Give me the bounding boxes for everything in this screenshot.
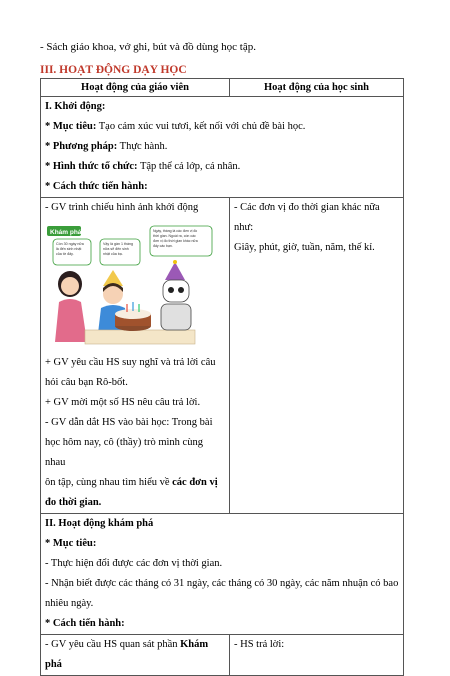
teacher-line: đo thời gian. xyxy=(45,497,102,508)
part1-title: I. Khởi động: xyxy=(45,101,106,112)
svg-text:Ngày, tháng là các đơn vị đo: Ngày, tháng là các đơn vị đo thời gian. Ngoài ra, còn các đơn vị đo thời gian khác nữa đấy các bạn. xyxy=(153,229,198,248)
part2-goal-2a: - Nhận biết được các tháng có 31 ngày, các tháng có 30 ngày, các năm nhuận có bao xyxy=(45,578,399,589)
part2-row xyxy=(41,514,404,635)
activity-row-2 xyxy=(41,635,404,676)
part1-goal: * Mục tiêu: Tạo cảm xúc vui tươi, kết nối với chủ đề bài học. xyxy=(45,121,306,132)
teacher-column-header: Hoạt động của giáo viên xyxy=(41,79,230,97)
startup-illustration xyxy=(45,222,225,347)
part2-procedure: * Cách tiến hành: xyxy=(45,618,125,629)
teacher-line: ôn tập, cùng nhau tìm hiểu về các đơn vị xyxy=(45,477,218,488)
part2-goal-2b: nhiêu ngày. xyxy=(45,598,94,609)
teacher-line: - GV yêu cầu HS quan sát phần Khám phá xyxy=(45,639,209,670)
part1-procedure: * Cách thức tiến hành: xyxy=(45,181,148,192)
student-line: Giây, phút, giờ, tuần, năm, thế kỉ. xyxy=(234,242,375,253)
svg-text:Vậy là gần 1 tháng: Vậy là gần 1 tháng nữa sẽ đến sinh nhật của bạ. xyxy=(103,242,133,256)
part2-goal-1: - Thực hiện đổi được các đơn vị thời gian. xyxy=(45,558,223,569)
student-line: - Các đơn vị đo thời gian khác nữa như: xyxy=(234,202,380,233)
student-cell-1 xyxy=(230,198,404,514)
birthday-cartoon-image xyxy=(45,222,225,347)
part1-method: * Phương pháp: Thực hành. xyxy=(45,141,168,152)
kham-pha-tag: Khám phá xyxy=(50,229,82,236)
student-line: - HS trả lời: xyxy=(234,639,285,650)
teacher-line: - GV trình chiếu hình ảnh khởi động xyxy=(45,202,199,213)
lesson-table xyxy=(40,78,404,676)
part2-goal-label: * Mục tiêu: xyxy=(45,538,97,549)
section-heading: III. HOẠT ĐỘNG DẠY HỌC xyxy=(40,64,187,76)
svg-text:Còn 30 ngày nữa là: Còn 30 ngày nữa là đến sinh nhật của tớ đấy. xyxy=(56,242,84,256)
materials-line: - Sách giáo khoa, vở ghi, bút và đồ dùng học tập. xyxy=(40,41,256,53)
teacher-cell-2 xyxy=(41,635,230,676)
part1-form: * Hình thức tổ chức: Tập thể cả lớp, cá nhân. xyxy=(45,161,241,172)
part2-title: II. Hoạt động khám phá xyxy=(45,518,154,529)
teacher-line: - GV dẫn dắt HS vào bài học: Trong bài xyxy=(45,417,213,428)
teacher-line: học hôm nay, cô (thầy) trò mình cùng nhau xyxy=(45,437,203,468)
table-header-row xyxy=(41,79,404,97)
activity-row-1 xyxy=(41,198,404,514)
teacher-cell-1 xyxy=(41,198,230,514)
student-cell-2 xyxy=(230,635,404,676)
part1-row xyxy=(41,97,404,198)
student-column-header: Hoạt động của học sinh xyxy=(230,79,404,97)
teacher-line: hỏi câu bạn Rô-bốt. xyxy=(45,377,128,388)
teacher-line: + GV yêu cầu HS suy nghĩ và trả lời câu xyxy=(45,357,216,368)
teacher-line: + GV mời một số HS nêu câu trả lời. xyxy=(45,397,201,408)
